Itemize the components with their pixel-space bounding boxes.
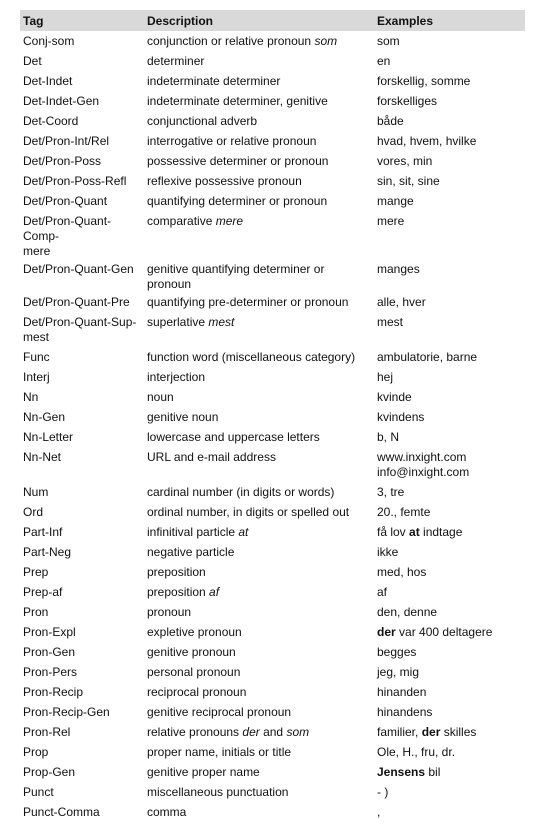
header-row bbox=[20, 10, 525, 31]
examples-cell: både bbox=[377, 114, 404, 128]
description-cell: reciprocal pronoun bbox=[147, 685, 247, 699]
table-row bbox=[20, 151, 525, 171]
examples-cell: få lov at indtage bbox=[377, 525, 463, 539]
tag-cell: Det-Coord bbox=[23, 114, 79, 128]
tag-cell: Func bbox=[23, 350, 50, 364]
description-cell: personal pronoun bbox=[147, 665, 241, 679]
description-cell: conjunctional adverb bbox=[147, 114, 258, 128]
examples-cell: som bbox=[377, 34, 400, 48]
table-row bbox=[20, 582, 525, 602]
examples-cell: www.inxight.com info@inxight.com bbox=[377, 450, 470, 479]
table-row bbox=[20, 387, 525, 407]
tag-cell: Prop bbox=[23, 745, 49, 759]
description-cell: genitive noun bbox=[147, 410, 219, 424]
header-description: Description bbox=[144, 10, 374, 31]
examples-cell: 20., femte bbox=[377, 505, 431, 519]
tag-cell: Punct bbox=[23, 785, 54, 799]
description-cell: comma bbox=[147, 805, 187, 819]
description-cell: negative particle bbox=[147, 545, 235, 559]
examples-cell: jeg, mig bbox=[377, 665, 420, 679]
description-cell: interrogative or relative pronoun bbox=[147, 134, 317, 148]
description-cell: genitive proper name bbox=[147, 765, 260, 779]
table-row bbox=[20, 347, 525, 367]
examples-cell: en bbox=[377, 54, 391, 68]
description-cell: preposition af bbox=[147, 585, 220, 599]
tag-cell: Pron-Expl bbox=[23, 625, 76, 639]
table-row bbox=[20, 522, 525, 542]
description-cell: miscellaneous punctuation bbox=[147, 785, 289, 799]
table-row bbox=[20, 367, 525, 387]
tag-cell: Prep-af bbox=[23, 585, 63, 599]
description-cell: expletive pronoun bbox=[147, 625, 242, 639]
examples-cell: Ole, H., fru, dr. bbox=[377, 745, 456, 759]
table-row bbox=[20, 662, 525, 682]
tag-cell: Interj bbox=[23, 370, 50, 384]
table-row bbox=[20, 762, 525, 782]
table-row bbox=[20, 31, 525, 51]
tag-cell: Det/Pron-Int/Rel bbox=[23, 134, 110, 148]
tag-cell: Det/Pron-Quant-Pre bbox=[23, 295, 130, 309]
table-row bbox=[20, 312, 525, 347]
examples-cell: kvindens bbox=[377, 410, 425, 424]
examples-cell: ikke bbox=[377, 545, 399, 559]
table-row bbox=[20, 702, 525, 722]
examples-cell: - ) bbox=[377, 785, 389, 799]
table-row bbox=[20, 482, 525, 502]
examples-cell: familier, der skilles bbox=[377, 725, 477, 739]
description-cell: quantifying pre-determiner or pronoun bbox=[147, 295, 349, 309]
examples-cell: af bbox=[377, 585, 388, 599]
examples-cell: sin, sit, sine bbox=[377, 174, 440, 188]
tag-cell: Nn-Letter bbox=[23, 430, 74, 444]
tag-cell: Nn-Gen bbox=[23, 410, 66, 424]
examples-cell: b, N bbox=[377, 430, 400, 444]
examples-cell: mere bbox=[377, 214, 405, 228]
examples-cell: Jensens bil bbox=[377, 765, 441, 779]
description-cell: genitive reciprocal pronoun bbox=[147, 705, 292, 719]
examples-cell: forskelliges bbox=[377, 94, 438, 108]
tag-cell: Part-Neg bbox=[23, 545, 72, 559]
tag-cell: Prop-Gen bbox=[23, 765, 76, 779]
description-cell: interjection bbox=[147, 370, 206, 384]
table-body bbox=[20, 31, 525, 822]
tag-cell: Pron-Recip bbox=[23, 685, 84, 699]
table-row bbox=[20, 259, 525, 292]
tag-cell: Conj-som bbox=[23, 34, 75, 48]
table-row bbox=[20, 782, 525, 802]
tag-cell: Pron-Recip-Gen bbox=[23, 705, 110, 719]
examples-cell: den, denne bbox=[377, 605, 438, 619]
tag-cell: Pron-Pers bbox=[23, 665, 78, 679]
table-row bbox=[20, 91, 525, 111]
description-cell: indeterminate determiner bbox=[147, 74, 281, 88]
description-cell: preposition bbox=[147, 565, 206, 579]
description-cell: genitive pronoun bbox=[147, 645, 236, 659]
table-row bbox=[20, 427, 525, 447]
tag-cell: Pron-Rel bbox=[23, 725, 71, 739]
description-cell: infinitival particle at bbox=[147, 525, 249, 539]
tag-cell: Det/Pron-Quant-Sup- mest bbox=[23, 315, 137, 344]
description-cell: superlative mest bbox=[147, 315, 235, 329]
tag-cell: Num bbox=[23, 485, 49, 499]
table-row bbox=[20, 742, 525, 762]
tag-cell: Det-Indet bbox=[23, 74, 73, 88]
description-cell: determiner bbox=[147, 54, 205, 68]
tag-cell: Part-Inf bbox=[23, 525, 63, 539]
tag-cell: Pron-Gen bbox=[23, 645, 76, 659]
examples-cell: begges bbox=[377, 645, 417, 659]
description-cell: ordinal number, in digits or spelled out bbox=[147, 505, 350, 519]
tag-cell: Nn bbox=[23, 390, 39, 404]
table-row bbox=[20, 602, 525, 622]
examples-cell: 3, tre bbox=[377, 485, 405, 499]
examples-cell: hej bbox=[377, 370, 394, 384]
table-row bbox=[20, 802, 525, 822]
description-cell: noun bbox=[147, 390, 174, 404]
table-row bbox=[20, 542, 525, 562]
table-row bbox=[20, 71, 525, 91]
table-row bbox=[20, 171, 525, 191]
table-row bbox=[20, 562, 525, 582]
description-cell: comparative mere bbox=[147, 214, 244, 228]
table-row bbox=[20, 642, 525, 662]
description-cell: pronoun bbox=[147, 605, 192, 619]
header-tag: Tag bbox=[20, 10, 144, 31]
examples-cell: vores, min bbox=[377, 154, 433, 168]
tag-cell: Det bbox=[23, 54, 42, 68]
description-cell: URL and e-mail address bbox=[147, 450, 276, 464]
description-cell: relative pronouns der and som bbox=[147, 725, 310, 739]
tag-cell: Nn-Net bbox=[23, 450, 62, 464]
tag-cell: Ord bbox=[23, 505, 44, 519]
table-row bbox=[20, 131, 525, 151]
tag-cell: Det/Pron-Quant-Gen bbox=[23, 262, 134, 276]
description-cell: possessive determiner or pronoun bbox=[147, 154, 329, 168]
table-row bbox=[20, 447, 525, 482]
description-cell: lowercase and uppercase letters bbox=[147, 430, 320, 444]
table-row bbox=[20, 51, 525, 71]
description-cell: quantifying determiner or pronoun bbox=[147, 194, 328, 208]
examples-cell: hinanden bbox=[377, 685, 427, 699]
table-row bbox=[20, 722, 525, 742]
table-row bbox=[20, 502, 525, 522]
examples-cell: mest bbox=[377, 315, 404, 329]
table-row bbox=[20, 191, 525, 211]
tag-cell: Det/Pron-Quant bbox=[23, 194, 108, 208]
description-cell: cardinal number (in digits or words) bbox=[147, 485, 335, 499]
table-row bbox=[20, 211, 525, 259]
tag-cell: Det-Indet-Gen bbox=[23, 94, 100, 108]
examples-cell: forskellig, somme bbox=[377, 74, 471, 88]
tag-cell: Det/Pron-Poss-Refl bbox=[23, 174, 127, 188]
description-cell: reflexive possessive pronoun bbox=[147, 174, 302, 188]
examples-cell: mange bbox=[377, 194, 414, 208]
examples-cell: der var 400 deltagere bbox=[377, 625, 493, 639]
tag-cell: Det/Pron-Quant-Comp- mere bbox=[23, 214, 112, 258]
examples-cell: kvinde bbox=[377, 390, 412, 404]
examples-cell: , bbox=[377, 805, 381, 819]
table-row bbox=[20, 682, 525, 702]
examples-cell: hvad, hvem, hvilke bbox=[377, 134, 477, 148]
description-cell: conjunction or relative pronoun som bbox=[147, 34, 338, 48]
examples-cell: hinandens bbox=[377, 705, 433, 719]
tag-cell: Punct-Comma bbox=[23, 805, 100, 819]
examples-cell: med, hos bbox=[377, 565, 427, 579]
description-cell: genitive quantifying determiner or pronoun bbox=[147, 262, 325, 291]
examples-cell: alle, hver bbox=[377, 295, 426, 309]
tag-cell: Det/Pron-Poss bbox=[23, 154, 102, 168]
table-row bbox=[20, 292, 525, 312]
table-row bbox=[20, 111, 525, 131]
examples-cell: manges bbox=[377, 262, 420, 276]
tag-table bbox=[20, 10, 525, 822]
description-cell: function word (miscellaneous category) bbox=[147, 350, 356, 364]
table-row bbox=[20, 407, 525, 427]
examples-cell: ambulatorie, barne bbox=[377, 350, 478, 364]
tag-cell: Prep bbox=[23, 565, 49, 579]
description-cell: indeterminate determiner, genitive bbox=[147, 94, 328, 108]
table-row bbox=[20, 622, 525, 642]
tag-cell: Pron bbox=[23, 605, 49, 619]
header-examples: Examples bbox=[374, 10, 525, 31]
table-header bbox=[20, 10, 525, 31]
description-cell: proper name, initials or title bbox=[147, 745, 292, 759]
